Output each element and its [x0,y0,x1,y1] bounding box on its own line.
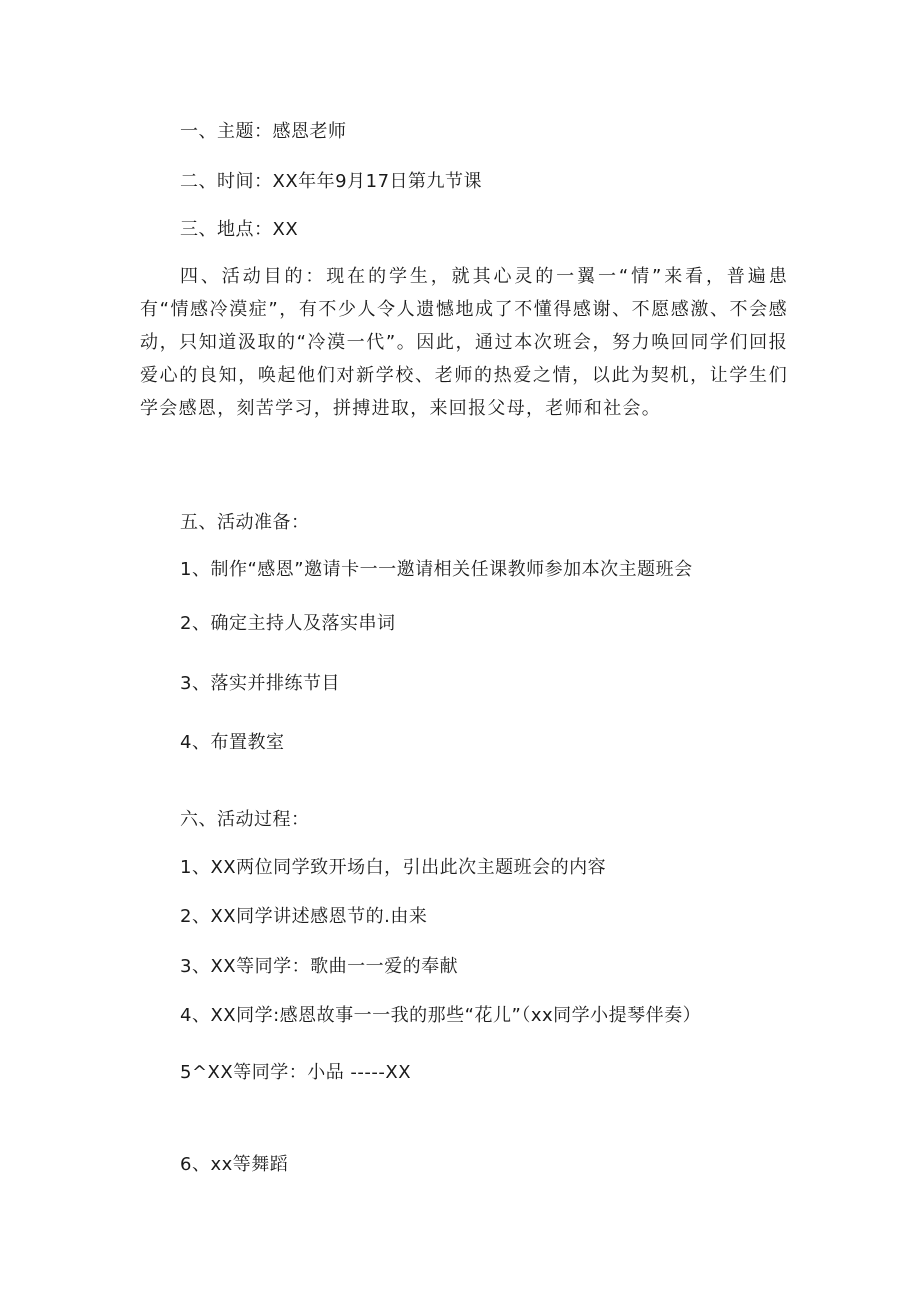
process-item: 3、XX等同学：歌曲一一爱的奉献 [180,956,459,977]
preparation-item: 1、制作“感恩”邀请卡一一邀请相关任课教师参加本次主题班会 [180,559,693,580]
section-theme: 一、主题：感恩老师 [180,121,347,142]
process-item: 4、XX同学:感恩故事一一我的那些“花儿”（xx同学小提琴伴奏） [180,1005,702,1026]
section-time: 二、时间：XX年年9月17日第九节课 [180,171,483,192]
process-item: 2、XX同学讲述感恩节的.由来 [180,906,428,927]
process-item: 5^XX等同学：小品 -----XX [180,1062,412,1083]
preparation-item: 2、确定主持人及落实串词 [180,613,396,634]
process-item: 6、xx等舞蹈 [180,1154,289,1175]
section-process-heading: 六、活动过程： [180,809,310,830]
section-preparation-heading: 五、活动准备： [180,512,310,533]
preparation-item: 3、落实并排练节目 [180,673,340,694]
section-location: 三、地点：XX [180,219,299,240]
preparation-item: 4、布置教室 [180,732,285,753]
section-purpose-paragraph: 四、活动目的：现在的学生，就其心灵的一翼一“情”来看，普遍患有“情感冷漠症”，有不少人令人遗憾地成了不懂得感谢、不愿感激、不会感动，只知道汲取的“冷漠一代”。因此，通过本次班会，努力唤回同学们回报爱心的良知，唤起他们对新学校、老师的热爱之情，以此为契机，让学生们学会感恩，刻苦学习，拼搏进取，来回报父母，老师和社会。 [140,266,788,419]
process-item: 1、XX两位同学致开场白，引出此次主题班会的内容 [180,857,607,878]
